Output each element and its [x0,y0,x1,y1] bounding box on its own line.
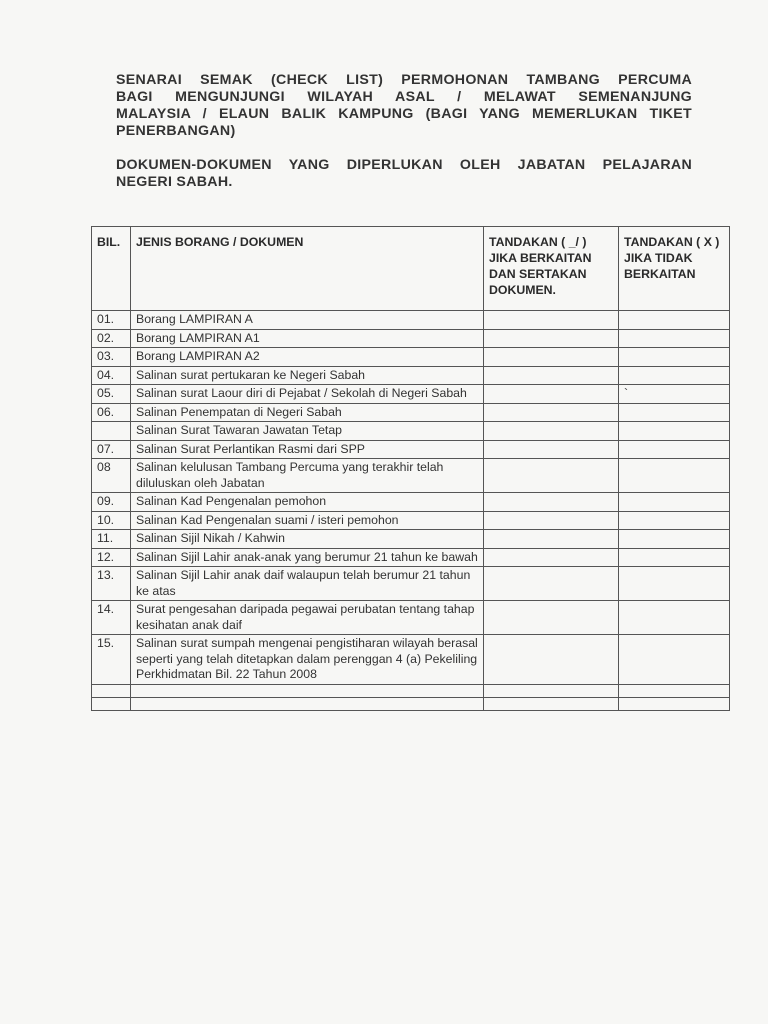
document-name-cell: Salinan Kad Pengenalan suami / isteri pemohon [131,511,484,530]
tick-cell[interactable] [484,635,619,685]
row-number-cell [92,422,131,441]
row-number-cell: 13. [92,567,131,601]
table-row [92,567,730,601]
row-number-cell: 04. [92,366,131,385]
table-row [92,385,730,404]
document-name-cell: Salinan Penempatan di Negeri Sabah [131,403,484,422]
row-number-cell: 07. [92,440,131,459]
document-name-cell [131,697,484,710]
row-number-cell: 14. [92,601,131,635]
document-name-cell: Surat pengesahan daripada pegawai perubatan tentang tahap kesihatan anak daif [131,601,484,635]
document-name-cell: Salinan Sijil Nikah / Kahwin [131,530,484,549]
cross-cell[interactable] [619,697,730,710]
tick-cell[interactable] [484,403,619,422]
table-row [92,403,730,422]
row-number-cell: 05. [92,385,131,404]
row-number-cell: 12. [92,548,131,567]
table-row [92,348,730,367]
cross-cell[interactable] [619,329,730,348]
tick-cell[interactable] [484,548,619,567]
cross-cell[interactable] [619,493,730,512]
cross-cell[interactable] [619,511,730,530]
tick-cell[interactable] [484,311,619,330]
row-number-cell: 01. [92,311,131,330]
table-row [92,422,730,441]
document-name-cell: Salinan Kad Pengenalan pemohon [131,493,484,512]
cross-cell[interactable]: ` [619,385,730,404]
tick-cell[interactable] [484,493,619,512]
cross-cell[interactable] [619,459,730,493]
table-row [92,440,730,459]
row-number-cell: 11. [92,530,131,549]
cross-cell[interactable] [619,548,730,567]
title-line-2: BAGI MENGUNJUNGI WILAYAH ASAL / MELAWAT SEMENANJUNG [116,89,692,105]
row-number-cell: 08 [92,459,131,493]
document-name-cell [131,684,484,697]
table-row [92,697,730,710]
table-row [92,511,730,530]
document-name-cell: Salinan Sijil Lahir anak daif walaupun telah berumur 21 tahun ke atas [131,567,484,601]
tick-cell[interactable] [484,366,619,385]
cross-cell[interactable] [619,440,730,459]
cross-cell[interactable] [619,311,730,330]
table-row [92,635,730,685]
tick-cell[interactable] [484,530,619,549]
tick-cell[interactable] [484,567,619,601]
row-number-cell [92,684,131,697]
document-title [116,72,692,140]
tick-cell[interactable] [484,684,619,697]
tick-cell[interactable] [484,422,619,441]
header-bil: BIL. [92,227,131,311]
tick-cell[interactable] [484,440,619,459]
cross-cell[interactable] [619,635,730,685]
tick-cell[interactable] [484,511,619,530]
document-name-cell: Borang LAMPIRAN A [131,311,484,330]
table-row [92,459,730,493]
table-row [92,530,730,549]
document-name-cell: Salinan surat pertukaran ke Negeri Sabah [131,366,484,385]
cross-cell[interactable] [619,422,730,441]
cross-cell[interactable] [619,530,730,549]
table-row [92,366,730,385]
cross-cell[interactable] [619,403,730,422]
tick-cell[interactable] [484,697,619,710]
row-number-cell: 10. [92,511,131,530]
document-name-cell: Salinan kelulusan Tambang Percuma yang terakhir telah diluluskan oleh Jabatan [131,459,484,493]
document-name-cell: Borang LAMPIRAN A2 [131,348,484,367]
tick-cell[interactable] [484,385,619,404]
cross-cell[interactable] [619,366,730,385]
cross-cell[interactable] [619,567,730,601]
header-document-type: JENIS BORANG / DOKUMEN [131,227,484,311]
tick-cell[interactable] [484,601,619,635]
cross-cell[interactable] [619,684,730,697]
document-name-cell: Borang LAMPIRAN A1 [131,329,484,348]
tick-cell[interactable] [484,459,619,493]
document-name-cell: Salinan Surat Perlantikan Rasmi dari SPP [131,440,484,459]
document-name-cell: Salinan Surat Tawaran Jawatan Tetap [131,422,484,441]
row-number-cell: 03. [92,348,131,367]
table-row [92,684,730,697]
header-cross-if-not-relevant: TANDAKAN ( X ) JIKA TIDAK BERKAITAN [619,227,730,311]
document-name-cell: Salinan surat Laour diri di Pejabat / Sekolah di Negeri Sabah [131,385,484,404]
cross-cell[interactable] [619,601,730,635]
row-number-cell: 15. [92,635,131,685]
title-line-4: PENERBANGAN) [116,123,236,139]
table-row [92,493,730,512]
table-header-row [92,227,730,311]
table-row [92,601,730,635]
tick-cell[interactable] [484,348,619,367]
row-number-cell [92,697,131,710]
table-row [92,329,730,348]
document-name-cell: Salinan surat sumpah mengenai pengistiharan wilayah berasal seperti yang telah ditetapkan dalam perenggan 4 (a) Pekeliling Perkhidmatan Bil. 22 Tahun 2008 [131,635,484,685]
tick-cell[interactable] [484,329,619,348]
title-line-1: SENARAI SEMAK (CHECK LIST) PERMOHONAN TAMBANG PERCUMA [116,72,692,88]
header-tick-if-relevant: TANDAKAN ( _/ ) JIKA BERKAITAN DAN SERTAKAN DOKUMEN. [484,227,619,311]
document-name-cell: Salinan Sijil Lahir anak-anak yang berumur 21 tahun ke bawah [131,548,484,567]
row-number-cell: 06. [92,403,131,422]
checklist-table [91,226,730,711]
subtitle-line-2: NEGERI SABAH. [116,174,233,190]
document-subtitle [116,157,692,191]
title-line-3: MALAYSIA / ELAUN BALIK KAMPUNG (BAGI YANG MEMERLUKAN TIKET [116,106,692,122]
subtitle-line-1: DOKUMEN-DOKUMEN YANG DIPERLUKAN OLEH JABATAN PELAJARAN [116,157,692,173]
row-number-cell: 09. [92,493,131,512]
table-row [92,548,730,567]
row-number-cell: 02. [92,329,131,348]
cross-cell[interactable] [619,348,730,367]
table-row [92,311,730,330]
